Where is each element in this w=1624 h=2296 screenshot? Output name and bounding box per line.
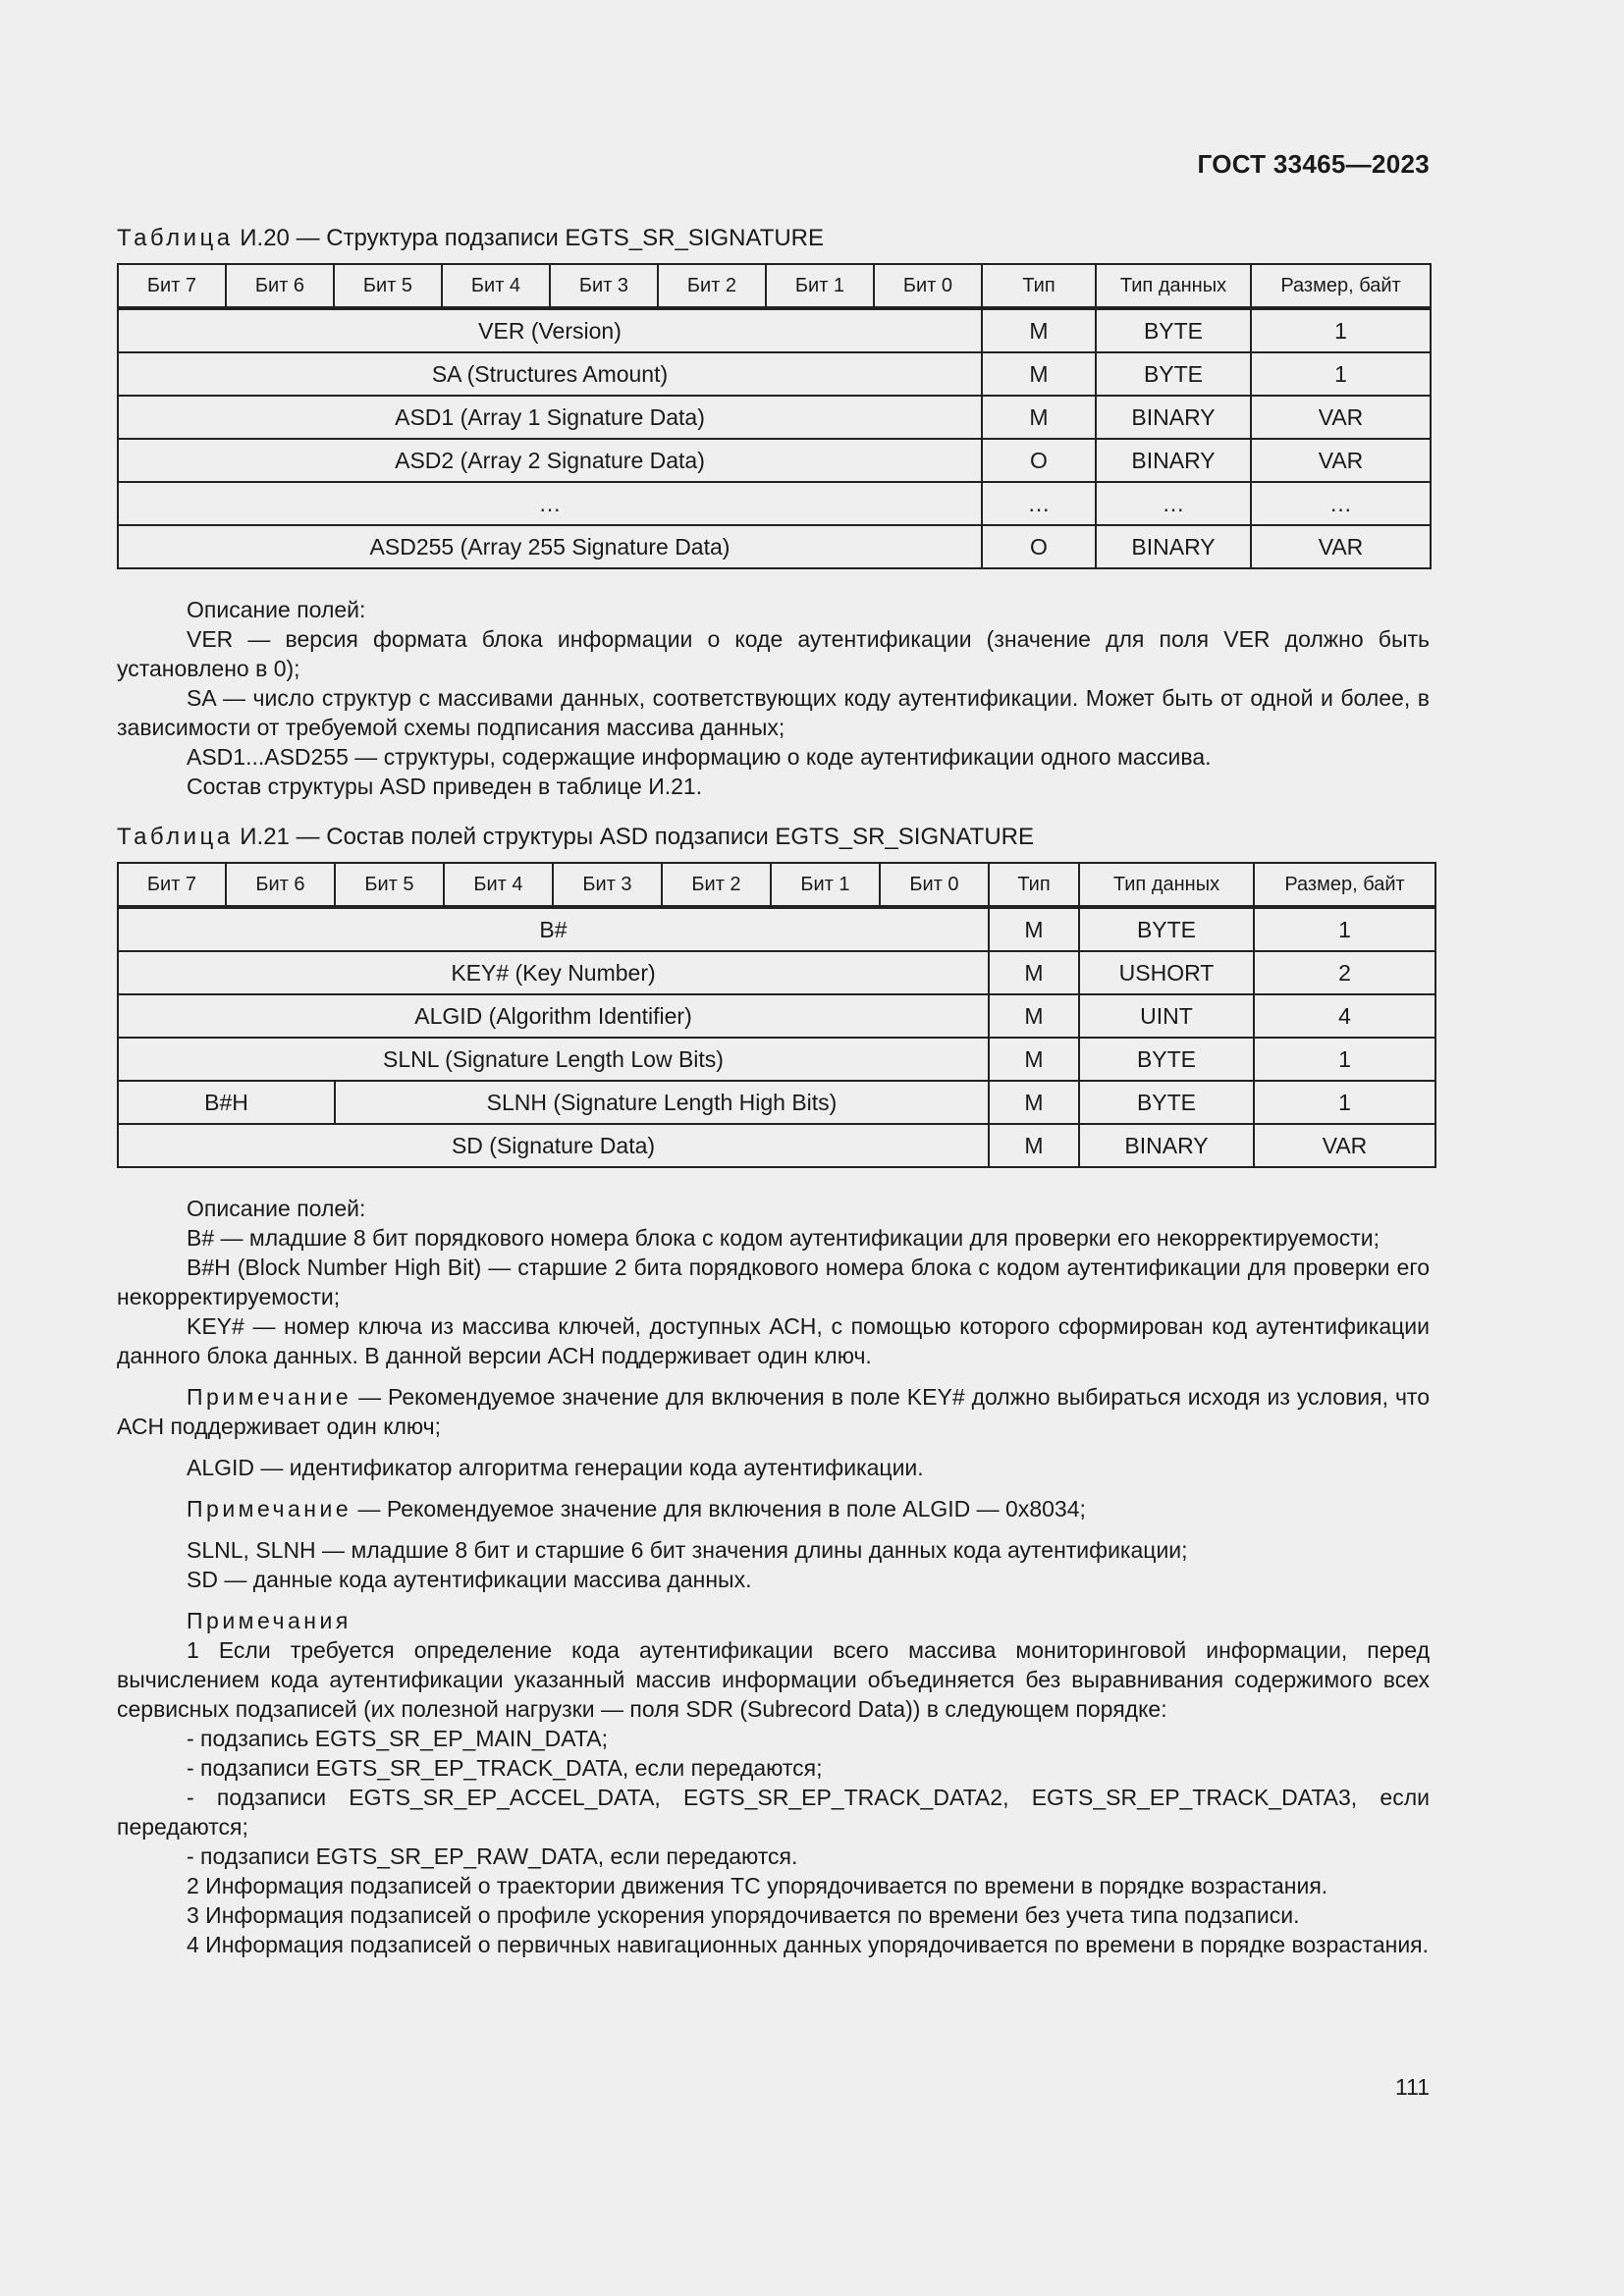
description-paragraph: SD — данные кода аутентификации массива данных. bbox=[187, 1567, 752, 1592]
note-word: Примечание bbox=[187, 1384, 352, 1410]
table-row bbox=[118, 525, 1431, 568]
type-cell: O bbox=[982, 439, 1096, 482]
col-header: Бит 2 bbox=[662, 863, 771, 907]
col-header: Бит 1 bbox=[771, 863, 880, 907]
dtype-cell: BINARY bbox=[1079, 1124, 1254, 1167]
table-row bbox=[118, 439, 1431, 482]
note-list-item: - подзапись EGTS_SR_EP_MAIN_DATA; bbox=[187, 1726, 608, 1751]
note-list-item: - подзаписи EGTS_SR_EP_ACCEL_DATA, EGTS_SR_EP_TRACK_DATA2, EGTS_SR_EP_TRACK_DATA3, если передаются; bbox=[117, 1785, 1430, 1840]
table-row bbox=[118, 482, 1431, 525]
size-cell: … bbox=[1251, 482, 1431, 525]
dtype-cell: USHORT bbox=[1079, 951, 1254, 994]
table-header-row bbox=[118, 863, 1435, 907]
size-cell: 2 bbox=[1254, 951, 1435, 994]
page-number: 111 bbox=[1395, 2074, 1430, 2100]
field-cell: SD (Signature Data) bbox=[118, 1124, 989, 1167]
notes-block bbox=[117, 1606, 1430, 1959]
type-cell: M bbox=[989, 1038, 1079, 1081]
description-title: Описание полей: bbox=[187, 1196, 366, 1221]
col-header: Тип данных bbox=[1079, 863, 1254, 907]
table-row bbox=[118, 1124, 1435, 1167]
type-cell: M bbox=[989, 1124, 1079, 1167]
description-paragraph: ASD1...ASD255 — структуры, содержащие информацию о коде аутентификации одного массива. bbox=[187, 744, 1212, 770]
field-cell-slnh: SLNH (Signature Length High Bits) bbox=[335, 1081, 989, 1124]
size-cell: 1 bbox=[1254, 1081, 1435, 1124]
table-header-row bbox=[118, 264, 1431, 308]
col-header: Бит 2 bbox=[658, 264, 766, 308]
field-cell: ASD255 (Array 255 Signature Data) bbox=[118, 525, 982, 568]
description-paragraph: B# — младшие 8 бит порядкового номера блока с кодом аутентификации для проверки его некорректируемости; bbox=[187, 1225, 1380, 1251]
table-row bbox=[118, 951, 1435, 994]
col-header: Бит 6 bbox=[226, 863, 335, 907]
type-cell: M bbox=[982, 352, 1096, 396]
table-caption-i21 bbox=[117, 823, 1430, 852]
size-cell: 1 bbox=[1254, 1038, 1435, 1081]
note-list-item: - подзаписи EGTS_SR_EP_RAW_DATA, если передаются. bbox=[187, 1843, 798, 1869]
table-i21 bbox=[117, 862, 1436, 1168]
table-row bbox=[118, 396, 1431, 439]
field-cell: ALGID (Algorithm Identifier) bbox=[118, 994, 989, 1038]
table-i20 bbox=[117, 263, 1432, 569]
col-header: Бит 0 bbox=[880, 863, 989, 907]
size-cell: 4 bbox=[1254, 994, 1435, 1038]
size-cell: VAR bbox=[1251, 396, 1431, 439]
field-cell: KEY# (Key Number) bbox=[118, 951, 989, 994]
description-paragraph: B#H (Block Number High Bit) — старшие 2 бита порядкового номера блока с кодом аутентификации для проверки его некорректируемости; bbox=[117, 1255, 1430, 1309]
field-description-2 bbox=[117, 1194, 1430, 1594]
col-header: Бит 5 bbox=[335, 863, 444, 907]
table-row bbox=[118, 1081, 1435, 1124]
field-cell: … bbox=[118, 482, 982, 525]
col-header: Бит 7 bbox=[118, 863, 226, 907]
type-cell: M bbox=[989, 951, 1079, 994]
col-header: Размер, байт bbox=[1254, 863, 1435, 907]
size-cell: 1 bbox=[1251, 308, 1431, 352]
col-header: Бит 6 bbox=[226, 264, 334, 308]
dtype-cell: BYTE bbox=[1079, 1081, 1254, 1124]
field-cell: B# bbox=[118, 907, 989, 951]
type-cell: M bbox=[989, 1081, 1079, 1124]
note-text: — Рекомендуемое значение для включения в поле KEY# должно выбираться исходя из условия, что АСН поддерживает один ключ; bbox=[117, 1384, 1430, 1439]
description-paragraph: KEY# — номер ключа из массива ключей, доступных АСН, с помощью которого сформирован код аутентификации данного блока данных. В данной версии АСН поддерживает один ключ. bbox=[117, 1313, 1430, 1368]
notes-title: Примечания bbox=[187, 1608, 352, 1633]
col-header: Тип данных bbox=[1096, 264, 1251, 308]
col-header: Размер, байт bbox=[1251, 264, 1431, 308]
dtype-cell: BYTE bbox=[1079, 907, 1254, 951]
size-cell: VAR bbox=[1251, 525, 1431, 568]
note-text: — Рекомендуемое значение для включения в поле ALGID — 0x8034; bbox=[352, 1496, 1086, 1522]
col-header: Тип bbox=[982, 264, 1096, 308]
field-cell: SLNL (Signature Length Low Bits) bbox=[118, 1038, 989, 1081]
field-cell: SA (Structures Amount) bbox=[118, 352, 982, 396]
note-item: 4 Информация подзаписей о первичных навигационных данных упорядочивается по времени в порядке возрастания. bbox=[187, 1932, 1430, 1957]
size-cell: 1 bbox=[1251, 352, 1431, 396]
col-header: Бит 3 bbox=[553, 863, 662, 907]
note-list-item: - подзаписи EGTS_SR_EP_TRACK_DATA, если передаются; bbox=[187, 1755, 823, 1781]
type-cell: M bbox=[982, 308, 1096, 352]
size-cell: VAR bbox=[1254, 1124, 1435, 1167]
col-header: Бит 4 bbox=[444, 863, 553, 907]
dtype-cell: BINARY bbox=[1096, 396, 1251, 439]
table-row bbox=[118, 994, 1435, 1038]
description-paragraph: SLNL, SLNH — младшие 8 бит и старшие 6 бит значения длины данных кода аутентификации; bbox=[187, 1537, 1188, 1563]
note-item: 2 Информация подзаписей о траектории движения ТС упорядочивается по времени в порядке возрастания. bbox=[187, 1873, 1328, 1898]
description-paragraph: SA — число структур с массивами данных, соответствующих коду аутентификации. Может быть от одной и более, в зависимости от требуемой схемы подписания массива данных; bbox=[117, 685, 1430, 740]
field-cell-bh: B#H bbox=[118, 1081, 335, 1124]
field-cell: ASD1 (Array 1 Signature Data) bbox=[118, 396, 982, 439]
col-header: Бит 4 bbox=[442, 264, 550, 308]
document-header: ГОСТ 33465—2023 bbox=[1197, 149, 1430, 179]
type-cell: M bbox=[989, 994, 1079, 1038]
table-caption-word: Таблица bbox=[117, 225, 234, 251]
description-paragraph: Состав структуры ASD приведен в таблице И.21. bbox=[187, 774, 703, 799]
dtype-cell: BYTE bbox=[1096, 308, 1251, 352]
field-description-1 bbox=[117, 595, 1430, 801]
note-word: Примечание bbox=[187, 1496, 352, 1522]
description-title: Описание полей: bbox=[187, 597, 366, 622]
dtype-cell: … bbox=[1096, 482, 1251, 525]
table-row bbox=[118, 308, 1431, 352]
table-caption-text: И.21 — Состав полей структуры ASD подзаписи EGTS_SR_SIGNATURE bbox=[240, 824, 1035, 850]
col-header: Тип bbox=[989, 863, 1079, 907]
type-cell: M bbox=[989, 907, 1079, 951]
size-cell: VAR bbox=[1251, 439, 1431, 482]
field-cell: ASD2 (Array 2 Signature Data) bbox=[118, 439, 982, 482]
description-paragraph: VER — версия формата блока информации о коде аутентификации (значение для поля VER должно быть установлено в 0); bbox=[117, 626, 1430, 681]
type-cell: … bbox=[982, 482, 1096, 525]
col-header: Бит 0 bbox=[874, 264, 982, 308]
table-row bbox=[118, 1038, 1435, 1081]
table-row bbox=[118, 907, 1435, 951]
col-header: Бит 3 bbox=[550, 264, 658, 308]
col-header: Бит 5 bbox=[334, 264, 442, 308]
col-header: Бит 1 bbox=[766, 264, 874, 308]
table-row bbox=[118, 352, 1431, 396]
type-cell: O bbox=[982, 525, 1096, 568]
note-paragraph bbox=[117, 1382, 1430, 1441]
table-caption-word: Таблица bbox=[117, 824, 234, 850]
col-header: Бит 7 bbox=[118, 264, 226, 308]
dtype-cell: BYTE bbox=[1079, 1038, 1254, 1081]
note-paragraph bbox=[117, 1494, 1430, 1523]
page-content bbox=[117, 224, 1430, 1959]
table-caption-text: И.20 — Структура подзаписи EGTS_SR_SIGNATURE bbox=[240, 225, 825, 251]
description-paragraph: ALGID — идентификатор алгоритма генерации кода аутентификации. bbox=[187, 1455, 924, 1480]
size-cell: 1 bbox=[1254, 907, 1435, 951]
dtype-cell: UINT bbox=[1079, 994, 1254, 1038]
note-item: 1 Если требуется определение кода аутентификации всего массива мониторинговой информации, перед вычислением кода аутентификации указанный массив информации объединяется без выравнивания содержимого всех сервисных подзаписей (их полезной нагрузки — поля SDR (Subrecord Data)) в следующем порядке: bbox=[117, 1637, 1430, 1722]
note-item: 3 Информация подзаписей о профиле ускорения упорядочивается по времени без учета типа подзаписи. bbox=[187, 1902, 1300, 1928]
dtype-cell: BINARY bbox=[1096, 525, 1251, 568]
field-cell: VER (Version) bbox=[118, 308, 982, 352]
dtype-cell: BINARY bbox=[1096, 439, 1251, 482]
type-cell: M bbox=[982, 396, 1096, 439]
table-caption-i20 bbox=[117, 224, 1430, 253]
dtype-cell: BYTE bbox=[1096, 352, 1251, 396]
